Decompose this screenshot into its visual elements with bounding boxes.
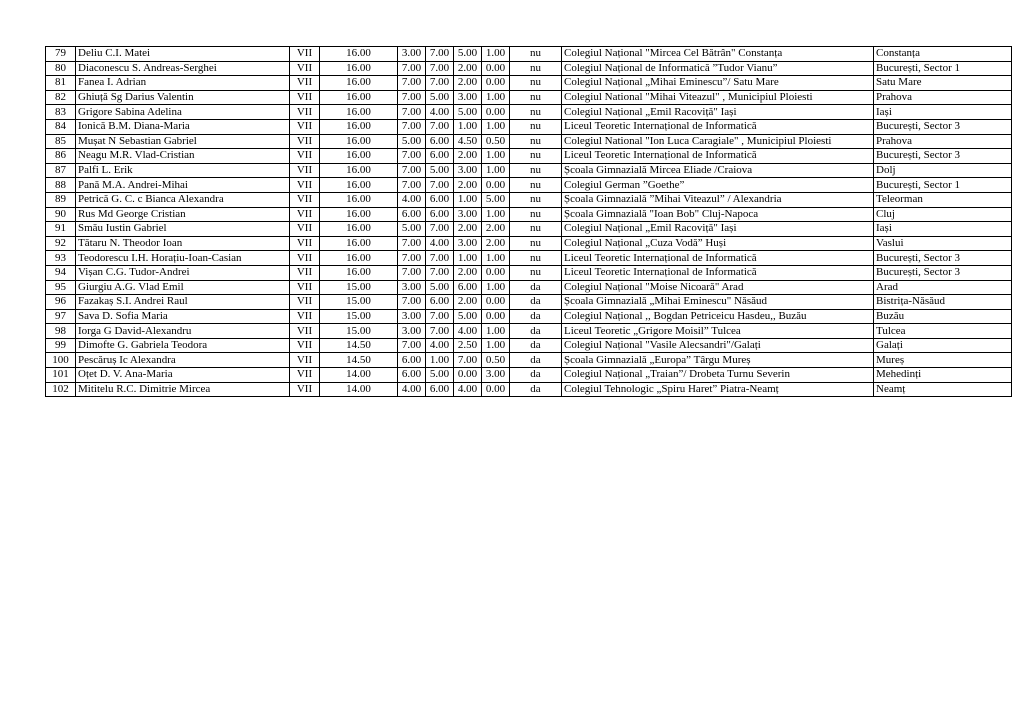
problem-4-score-cell: 1.00 [482,324,510,339]
problem-2-score-cell: 6.00 [426,207,454,222]
class-grade-cell: VII [290,295,320,310]
problem-2-score-cell: 5.00 [426,163,454,178]
school-name-cell: Colegiul Național ,, Bogdan Petriceicu Hasdeu,, Buzău [562,309,874,324]
county-name-cell: Mehedinți [874,368,1012,383]
table-row [46,163,1012,178]
school-name-cell: Colegiul National "Mihai Viteazul" , Municipiul Ploiesti [562,90,874,105]
status-flag-cell: nu [510,236,562,251]
problem-4-score-cell: 5.00 [482,192,510,207]
school-name-cell: Liceul Teoretic Internațional de Informatică [562,251,874,266]
problem-3-score-cell: 2.00 [454,76,482,91]
school-name-cell: Colegiul Național "Moise Nicoară" Arad [562,280,874,295]
problem-4-score-cell: 0.50 [482,353,510,368]
problem-4-score-cell: 1.00 [482,280,510,295]
table-row [46,280,1012,295]
county-name-cell: Arad [874,280,1012,295]
student-name-cell: Dimofte G. Gabriela Teodora [76,338,290,353]
table-row [46,47,1012,62]
student-name-cell: Grigore Sabina Adelina [76,105,290,120]
status-flag-cell: nu [510,90,562,105]
school-name-cell: Colegiul Național „Mihai Eminescu”/ Satu Mare [562,76,874,91]
problem-1-score-cell: 7.00 [398,90,426,105]
class-grade-cell: VII [290,265,320,280]
total-score-cell: 16.00 [320,163,398,178]
problem-3-score-cell: 5.00 [454,105,482,120]
school-name-cell: Colegiul National "Ion Luca Caragiale" , Municipiul Ploiesti [562,134,874,149]
status-flag-cell: da [510,353,562,368]
problem-1-score-cell: 5.00 [398,222,426,237]
student-name-cell: Ghiuță Sg Darius Valentin [76,90,290,105]
school-name-cell: Colegiul Național „Traian”/ Drobeta Turnu Severin [562,368,874,383]
row-number-cell: 85 [46,134,76,149]
problem-3-score-cell: 3.00 [454,163,482,178]
problem-3-score-cell: 1.00 [454,192,482,207]
total-score-cell: 16.00 [320,207,398,222]
problem-3-score-cell: 4.00 [454,324,482,339]
table-row [46,178,1012,193]
table-row [46,338,1012,353]
problem-4-score-cell: 1.00 [482,90,510,105]
total-score-cell: 16.00 [320,265,398,280]
problem-1-score-cell: 3.00 [398,47,426,62]
row-number-cell: 83 [46,105,76,120]
table-row [46,309,1012,324]
status-flag-cell: da [510,280,562,295]
problem-3-score-cell: 4.50 [454,134,482,149]
row-number-cell: 95 [46,280,76,295]
row-number-cell: 99 [46,338,76,353]
problem-1-score-cell: 7.00 [398,61,426,76]
table-row [46,251,1012,266]
table-row [46,324,1012,339]
student-name-cell: Diaconescu S. Andreas-Serghei [76,61,290,76]
problem-2-score-cell: 7.00 [426,76,454,91]
problem-3-score-cell: 0.00 [454,368,482,383]
status-flag-cell: nu [510,61,562,76]
problem-2-score-cell: 7.00 [426,61,454,76]
row-number-cell: 82 [46,90,76,105]
problem-2-score-cell: 7.00 [426,251,454,266]
problem-1-score-cell: 4.00 [398,192,426,207]
student-name-cell: Oțet D. V. Ana-Maria [76,368,290,383]
student-name-cell: Iorga G David-Alexandru [76,324,290,339]
row-number-cell: 87 [46,163,76,178]
class-grade-cell: VII [290,76,320,91]
total-score-cell: 16.00 [320,149,398,164]
problem-3-score-cell: 2.00 [454,295,482,310]
school-name-cell: Liceul Teoretic „Grigore Moisil” Tulcea [562,324,874,339]
status-flag-cell: da [510,295,562,310]
problem-3-score-cell: 3.00 [454,236,482,251]
class-grade-cell: VII [290,207,320,222]
county-name-cell: Buzău [874,309,1012,324]
table-row [46,295,1012,310]
problem-4-score-cell: 0.00 [482,295,510,310]
student-name-cell: Palfi L. Erik [76,163,290,178]
county-name-cell: Iași [874,222,1012,237]
row-number-cell: 97 [46,309,76,324]
problem-3-score-cell: 3.00 [454,207,482,222]
student-name-cell: Mititelu R.C. Dimitrie Mircea [76,382,290,397]
problem-2-score-cell: 7.00 [426,309,454,324]
row-number-cell: 88 [46,178,76,193]
table-row [46,353,1012,368]
status-flag-cell: nu [510,251,562,266]
problem-4-score-cell: 0.00 [482,382,510,397]
problem-4-score-cell: 1.00 [482,251,510,266]
status-flag-cell: da [510,324,562,339]
problem-4-score-cell: 1.00 [482,149,510,164]
student-name-cell: Pescăruș Ic Alexandra [76,353,290,368]
county-name-cell: Vaslui [874,236,1012,251]
class-grade-cell: VII [290,236,320,251]
problem-3-score-cell: 2.00 [454,149,482,164]
school-name-cell: Liceul Teoretic Internațional de Informatică [562,149,874,164]
results-table-body [46,47,1012,397]
school-name-cell: Colegiul Național „Cuza Vodă” Huși [562,236,874,251]
problem-2-score-cell: 7.00 [426,178,454,193]
class-grade-cell: VII [290,309,320,324]
row-number-cell: 100 [46,353,76,368]
county-name-cell: Galați [874,338,1012,353]
table-row [46,105,1012,120]
status-flag-cell: nu [510,192,562,207]
problem-1-score-cell: 7.00 [398,251,426,266]
problem-3-score-cell: 2.50 [454,338,482,353]
problem-1-score-cell: 7.00 [398,105,426,120]
problem-2-score-cell: 4.00 [426,338,454,353]
county-name-cell: București, Sector 3 [874,265,1012,280]
county-name-cell: Dolj [874,163,1012,178]
status-flag-cell: nu [510,222,562,237]
county-name-cell: Bistrița-Năsăud [874,295,1012,310]
problem-4-score-cell: 2.00 [482,222,510,237]
class-grade-cell: VII [290,192,320,207]
problem-4-score-cell: 1.00 [482,338,510,353]
school-name-cell: Școala Gimnazială ”Mihai Viteazul” / Alexandria [562,192,874,207]
status-flag-cell: da [510,338,562,353]
student-name-cell: Sava D. Sofia Maria [76,309,290,324]
problem-2-score-cell: 5.00 [426,368,454,383]
table-row [46,236,1012,251]
student-name-cell: Giurgiu A.G. Vlad Emil [76,280,290,295]
problem-3-score-cell: 2.00 [454,61,482,76]
status-flag-cell: da [510,309,562,324]
row-number-cell: 80 [46,61,76,76]
student-name-cell: Deliu C.I. Matei [76,47,290,62]
problem-1-score-cell: 3.00 [398,309,426,324]
county-name-cell: Constanța [874,47,1012,62]
status-flag-cell: nu [510,163,562,178]
row-number-cell: 102 [46,382,76,397]
status-flag-cell: nu [510,178,562,193]
problem-3-score-cell: 2.00 [454,265,482,280]
total-score-cell: 16.00 [320,134,398,149]
problem-2-score-cell: 6.00 [426,295,454,310]
school-name-cell: Colegiul Național „Emil Racoviță" Iași [562,105,874,120]
problem-1-score-cell: 7.00 [398,295,426,310]
problem-1-score-cell: 4.00 [398,382,426,397]
student-name-cell: Fazakaș S.I. Andrei Raul [76,295,290,310]
total-score-cell: 16.00 [320,178,398,193]
class-grade-cell: VII [290,134,320,149]
class-grade-cell: VII [290,324,320,339]
problem-1-score-cell: 6.00 [398,353,426,368]
class-grade-cell: VII [290,353,320,368]
total-score-cell: 16.00 [320,119,398,134]
class-grade-cell: VII [290,368,320,383]
problem-2-score-cell: 6.00 [426,149,454,164]
class-grade-cell: VII [290,222,320,237]
status-flag-cell: da [510,368,562,383]
total-score-cell: 16.00 [320,105,398,120]
class-grade-cell: VII [290,338,320,353]
status-flag-cell: nu [510,47,562,62]
total-score-cell: 16.00 [320,47,398,62]
status-flag-cell: nu [510,119,562,134]
school-name-cell: Școala Gimnazială Mircea Eliade /Craiova [562,163,874,178]
problem-3-score-cell: 5.00 [454,47,482,62]
county-name-cell: București, Sector 3 [874,119,1012,134]
student-name-cell: Teodorescu I.H. Horațiu-Ioan-Casian [76,251,290,266]
problem-1-score-cell: 7.00 [398,338,426,353]
problem-4-score-cell: 0.00 [482,178,510,193]
school-name-cell: Colegiul Național „Emil Racoviță" Iași [562,222,874,237]
table-row [46,134,1012,149]
table-row [46,222,1012,237]
county-name-cell: Prahova [874,90,1012,105]
student-name-cell: Neagu M.R. Vlad-Cristian [76,149,290,164]
row-number-cell: 96 [46,295,76,310]
status-flag-cell: da [510,382,562,397]
problem-1-score-cell: 5.00 [398,134,426,149]
school-name-cell: Colegiul Național "Mircea Cel Bătrân" Constanța [562,47,874,62]
problem-2-score-cell: 5.00 [426,280,454,295]
school-name-cell: Liceul Teoretic Internațional de Informatică [562,119,874,134]
table-row [46,382,1012,397]
county-name-cell: Mureș [874,353,1012,368]
problem-4-score-cell: 1.00 [482,47,510,62]
problem-1-score-cell: 7.00 [398,76,426,91]
county-name-cell: Teleorman [874,192,1012,207]
problem-4-score-cell: 0.00 [482,76,510,91]
total-score-cell: 16.00 [320,251,398,266]
problem-2-score-cell: 7.00 [426,324,454,339]
class-grade-cell: VII [290,251,320,266]
school-name-cell: Colegiul Național de Informatică ”Tudor Vianu” [562,61,874,76]
class-grade-cell: VII [290,280,320,295]
problem-1-score-cell: 7.00 [398,149,426,164]
total-score-cell: 14.50 [320,338,398,353]
school-name-cell: Colegiul Național "Vasile Alecsandri"/Galați [562,338,874,353]
problem-3-score-cell: 2.00 [454,222,482,237]
problem-1-score-cell: 7.00 [398,163,426,178]
county-name-cell: Satu Mare [874,76,1012,91]
problem-4-score-cell: 0.00 [482,61,510,76]
table-row [46,207,1012,222]
class-grade-cell: VII [290,382,320,397]
row-number-cell: 92 [46,236,76,251]
total-score-cell: 15.00 [320,295,398,310]
status-flag-cell: nu [510,265,562,280]
problem-4-score-cell: 1.00 [482,119,510,134]
county-name-cell: Neamț [874,382,1012,397]
problem-2-score-cell: 5.00 [426,90,454,105]
problem-1-score-cell: 7.00 [398,236,426,251]
problem-3-score-cell: 1.00 [454,251,482,266]
county-name-cell: Prahova [874,134,1012,149]
problem-3-score-cell: 5.00 [454,309,482,324]
problem-2-score-cell: 7.00 [426,119,454,134]
county-name-cell: Cluj [874,207,1012,222]
row-number-cell: 86 [46,149,76,164]
total-score-cell: 16.00 [320,61,398,76]
problem-2-score-cell: 4.00 [426,105,454,120]
total-score-cell: 15.00 [320,324,398,339]
problem-4-score-cell: 0.00 [482,309,510,324]
problem-4-score-cell: 0.00 [482,105,510,120]
county-name-cell: București, Sector 3 [874,251,1012,266]
problem-3-score-cell: 1.00 [454,119,482,134]
county-name-cell: București, Sector 1 [874,61,1012,76]
row-number-cell: 81 [46,76,76,91]
total-score-cell: 16.00 [320,192,398,207]
school-name-cell: Școala Gimnazială „Mihai Eminescu" Năsăud [562,295,874,310]
problem-2-score-cell: 7.00 [426,47,454,62]
problem-4-score-cell: 2.00 [482,236,510,251]
total-score-cell: 14.50 [320,353,398,368]
problem-3-score-cell: 4.00 [454,382,482,397]
student-name-cell: Ionică B.M. Diana-Maria [76,119,290,134]
problem-1-score-cell: 7.00 [398,178,426,193]
class-grade-cell: VII [290,47,320,62]
problem-1-score-cell: 7.00 [398,265,426,280]
table-row [46,119,1012,134]
total-score-cell: 15.00 [320,280,398,295]
school-name-cell: Școala Gimnazială "Ioan Bob" Cluj-Napoca [562,207,874,222]
class-grade-cell: VII [290,90,320,105]
problem-4-score-cell: 3.00 [482,368,510,383]
total-score-cell: 14.00 [320,382,398,397]
problem-2-score-cell: 6.00 [426,382,454,397]
row-number-cell: 90 [46,207,76,222]
problem-4-score-cell: 0.50 [482,134,510,149]
problem-2-score-cell: 4.00 [426,236,454,251]
table-row [46,265,1012,280]
class-grade-cell: VII [290,163,320,178]
problem-1-score-cell: 7.00 [398,119,426,134]
class-grade-cell: VII [290,178,320,193]
table-row [46,368,1012,383]
total-score-cell: 15.00 [320,309,398,324]
problem-1-score-cell: 6.00 [398,207,426,222]
problem-4-score-cell: 0.00 [482,265,510,280]
student-name-cell: Fanea I. Adrian [76,76,290,91]
problem-3-score-cell: 7.00 [454,353,482,368]
problem-2-score-cell: 1.00 [426,353,454,368]
problem-3-score-cell: 2.00 [454,178,482,193]
student-name-cell: Tătaru N. Theodor Ioan [76,236,290,251]
row-number-cell: 93 [46,251,76,266]
student-name-cell: Smău Iustin Gabriel [76,222,290,237]
status-flag-cell: nu [510,105,562,120]
table-row [46,149,1012,164]
row-number-cell: 101 [46,368,76,383]
county-name-cell: Tulcea [874,324,1012,339]
class-grade-cell: VII [290,61,320,76]
school-name-cell: Școala Gimnazială „Europa” Târgu Mureș [562,353,874,368]
problem-3-score-cell: 6.00 [454,280,482,295]
county-name-cell: București, Sector 1 [874,178,1012,193]
problem-4-score-cell: 1.00 [482,163,510,178]
problem-1-score-cell: 6.00 [398,368,426,383]
status-flag-cell: nu [510,134,562,149]
county-name-cell: București, Sector 3 [874,149,1012,164]
table-row [46,76,1012,91]
total-score-cell: 16.00 [320,76,398,91]
class-grade-cell: VII [290,149,320,164]
problem-1-score-cell: 3.00 [398,324,426,339]
status-flag-cell: nu [510,207,562,222]
row-number-cell: 89 [46,192,76,207]
county-name-cell: Iași [874,105,1012,120]
class-grade-cell: VII [290,119,320,134]
row-number-cell: 94 [46,265,76,280]
total-score-cell: 16.00 [320,222,398,237]
school-name-cell: Colegiul Tehnologic „Spiru Haret” Piatra-Neamț [562,382,874,397]
student-name-cell: Petrică G. C. c Bianca Alexandra [76,192,290,207]
class-grade-cell: VII [290,105,320,120]
school-name-cell: Colegiul German ”Goethe” [562,178,874,193]
row-number-cell: 98 [46,324,76,339]
student-name-cell: Vișan C.G. Tudor-Andrei [76,265,290,280]
problem-3-score-cell: 3.00 [454,90,482,105]
status-flag-cell: nu [510,76,562,91]
problem-4-score-cell: 1.00 [482,207,510,222]
student-name-cell: Rus Md George Cristian [76,207,290,222]
student-name-cell: Pană M.A. Andrei-Mihai [76,178,290,193]
status-flag-cell: nu [510,149,562,164]
row-number-cell: 91 [46,222,76,237]
results-table [45,46,1012,397]
problem-2-score-cell: 7.00 [426,222,454,237]
problem-2-score-cell: 6.00 [426,134,454,149]
total-score-cell: 16.00 [320,90,398,105]
problem-2-score-cell: 7.00 [426,265,454,280]
row-number-cell: 79 [46,47,76,62]
total-score-cell: 16.00 [320,236,398,251]
row-number-cell: 84 [46,119,76,134]
table-row [46,90,1012,105]
student-name-cell: Mușat N Sebastian Gabriel [76,134,290,149]
table-row [46,192,1012,207]
problem-2-score-cell: 6.00 [426,192,454,207]
table-row [46,61,1012,76]
problem-1-score-cell: 3.00 [398,280,426,295]
total-score-cell: 14.00 [320,368,398,383]
school-name-cell: Liceul Teoretic Internațional de Informatică [562,265,874,280]
